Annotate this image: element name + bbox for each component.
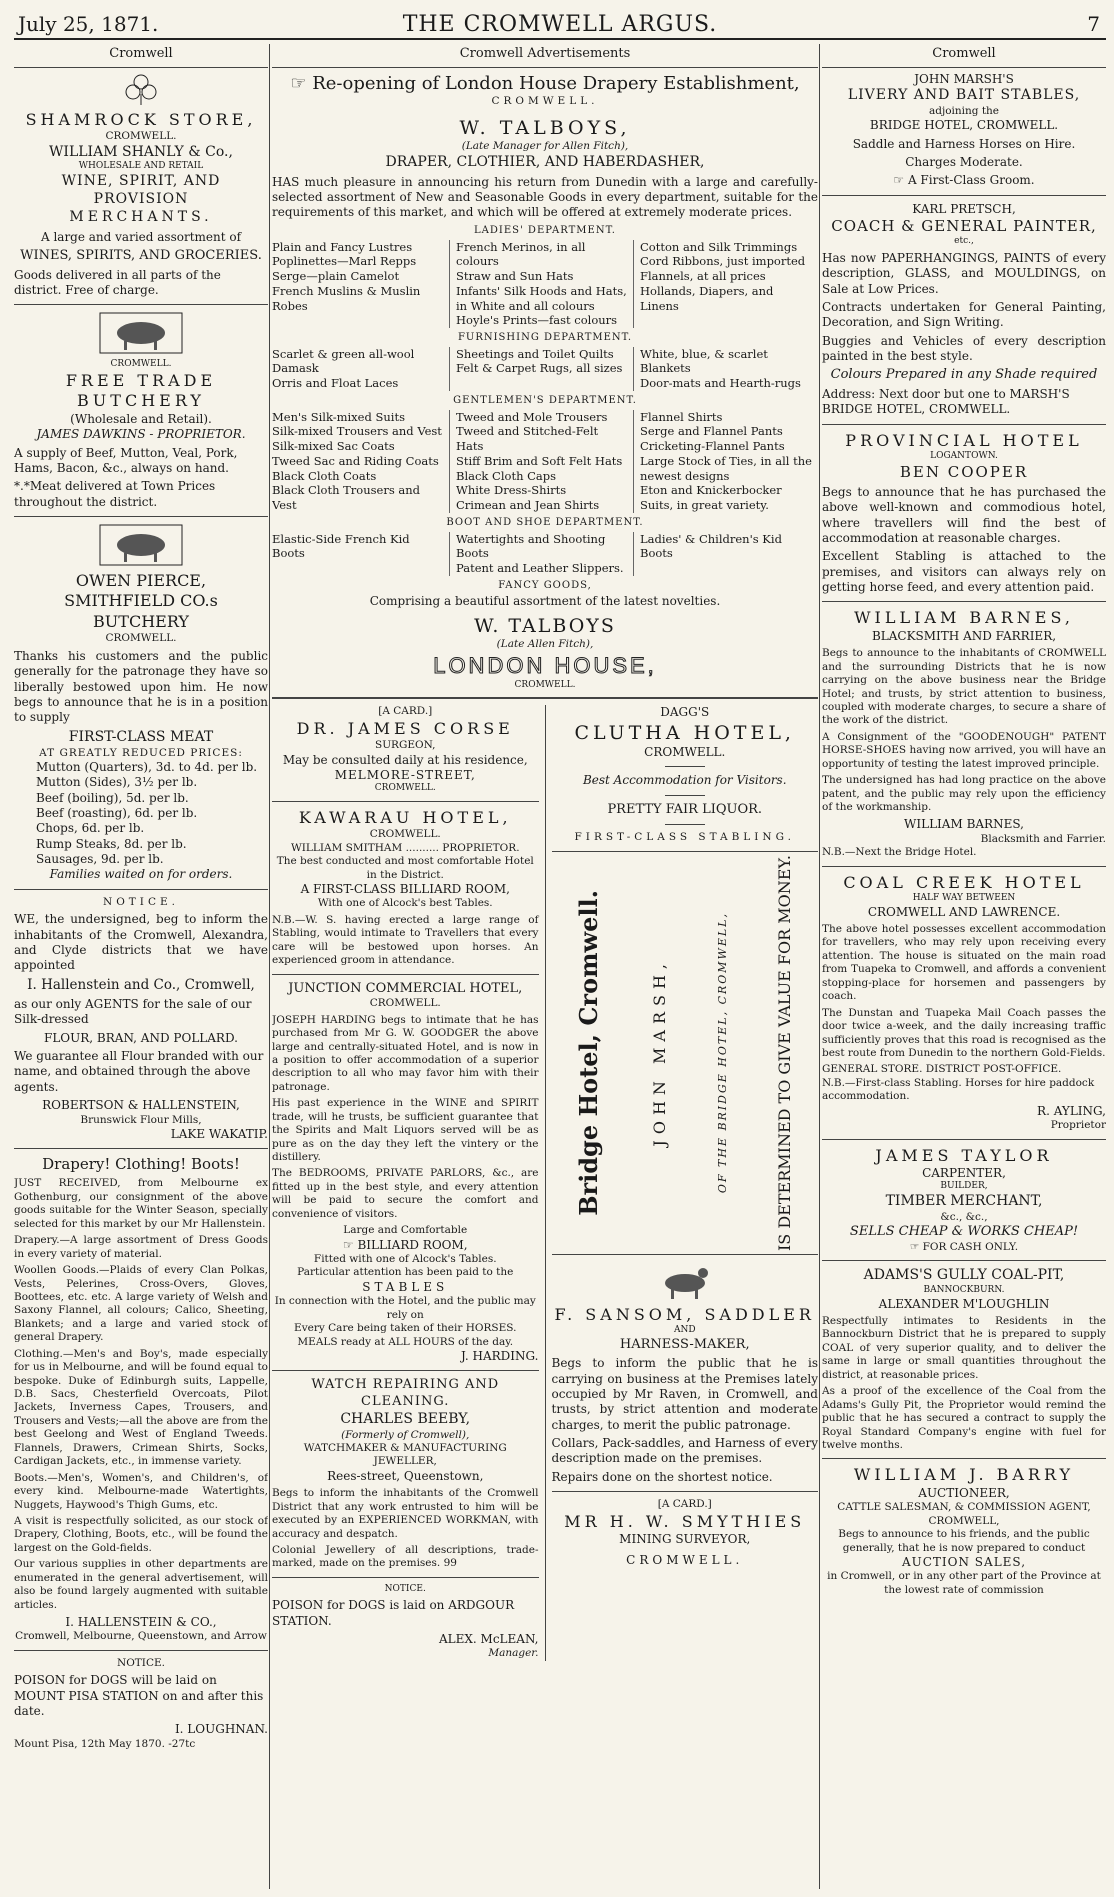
ad-text: &c., &c., xyxy=(940,1210,988,1223)
column-left xyxy=(14,44,268,1889)
ad-signature: I. HALLENSTEIN & CO., xyxy=(65,1615,217,1630)
ad-trade: DRAPER, CLOTHIER, AND HABERDASHER, xyxy=(385,153,705,170)
masthead-date: July 25, 1871. xyxy=(18,12,159,36)
ad-trade: WINE, SPIRIT, AND PROVISION xyxy=(61,172,221,207)
list-item: White Dress-Shirts xyxy=(456,483,567,498)
ad-slogan: SELLS CHEAP & WORKS CHEAP! xyxy=(849,1224,1079,1240)
masthead-page-number: 7 xyxy=(1087,12,1100,36)
saddle-horse-icon xyxy=(655,1261,715,1301)
shamrock-store-ad xyxy=(14,72,268,299)
middle-left-subcolumn xyxy=(272,705,546,1661)
ad-text: Collars, Pack-saddles, and Harness of every description made on the premises. xyxy=(551,1436,818,1466)
blacksmith-ad xyxy=(822,608,1106,859)
department-heading: FANCY GOODS, xyxy=(498,579,592,591)
ad-text: A large and varied assortment of xyxy=(40,229,242,244)
ad-text: The Dunstan and Tuapeka Mail Coach passes the door twice a-week, and the daily increasing traffic sufficiently proves that this road is recognised as the best route from Dunedin to the northern Gold-Fields. xyxy=(822,1006,1106,1059)
list-item: Scarlet & green all-wool Damask xyxy=(272,346,415,376)
ad-subtitle: WHOLESALE AND RETAIL xyxy=(78,161,204,172)
ad-text: Boots.—Men's, Women's, and Children's, of every kind. Melbourne-made Watertights, Nuggets, Haywood's Thigh Gums, etc. xyxy=(14,1471,268,1511)
ad-address: Rees-street, Queenstown, xyxy=(327,1468,484,1483)
list-item: Large Stock of Ties, in all the newest designs xyxy=(640,453,812,483)
ad-text: The undersigned has had long practice on the above patent, and the public may rely upon the efficiency of the workmanship. xyxy=(822,774,1106,814)
ad-text: Saddle and Harness Horses on Hire. xyxy=(852,136,1076,151)
price-item: Mutton (Sides), 3½ per lb. xyxy=(36,775,198,790)
ad-trade: WATCHMAKER & MANUFACTURING JEWELLER, xyxy=(303,1441,507,1468)
ad-text: May be consulted daily at his residence, xyxy=(282,752,528,767)
ad-text: Repairs done on the shortest notice. xyxy=(551,1469,773,1484)
ad-text: HAS much pleasure in announcing his return from Dunedin with a large and carefully-selected assortment of New and Seasonable Goods in every department, suitable for the requirements of this market, and which will be offered at extremely moderate prices. xyxy=(272,174,818,220)
ad-signature: LAKE WAKATIP. xyxy=(170,1126,268,1141)
london-house-logo: LONDON HOUSE, xyxy=(433,652,657,678)
ad-text: Thanks his customers and the public generally for the patronage they have so liberally bestowed upon him. He now begs to announce that he is in a position to supply xyxy=(14,648,268,725)
ad-signature: J. HARDING. xyxy=(460,1349,539,1363)
ad-address: Address: Next door but one to MARSH'S BRIDGE HOTEL, CROMWELL. xyxy=(822,386,1070,417)
auctioneer-ad xyxy=(822,1465,1106,1597)
ad-text: Drapery.—A large assortment of Dress Goods in every variety of material. xyxy=(14,1234,268,1260)
list-item: Flannels, at all prices xyxy=(640,269,766,284)
ad-title: WATCH REPAIRING AND CLEANING. xyxy=(311,1377,500,1409)
department-list xyxy=(272,410,818,513)
ad-trade: HARNESS-MAKER, xyxy=(619,1336,750,1352)
ad-name: OWEN PIERCE, xyxy=(75,570,207,590)
list-item: Tweed and Mole Trousers xyxy=(456,409,608,424)
ad-text: in Cromwell, or in any other part of the Province at the lowest rate of commission xyxy=(827,1570,1101,1596)
list-item: Cricketing-Flannel Pants xyxy=(640,439,785,454)
ad-trade: TIMBER MERCHANT, xyxy=(885,1192,1043,1209)
list-item: Tweed Sac and Riding Coats xyxy=(272,453,439,468)
masthead-title: THE CROMWELL ARGUS. xyxy=(402,12,718,37)
ad-text: GENERAL STORE. DISTRICT POST-OFFICE. xyxy=(822,1063,1062,1076)
ad-title: JUNCTION COMMERCIAL HOTEL, xyxy=(288,980,523,996)
ad-text: *.*Meat delivered at Town Prices throughout the district. xyxy=(14,479,216,509)
ad-name: CHARLES BEEBY, xyxy=(340,1410,471,1427)
ad-trade: BUILDER, xyxy=(940,1181,988,1192)
ad-product: FIRST-CLASS MEAT xyxy=(68,728,214,745)
list-item: Cotton and Silk Trimmings xyxy=(640,239,798,254)
ad-title: SMITHFIELD CO.s BUTCHERY xyxy=(64,591,218,631)
ad-text xyxy=(822,1241,1106,1254)
vertical-title: Bridge Hotel, Cromwell. xyxy=(574,889,604,1216)
ad-text: Excellent Stabling is attached to the premises, and visitors can always rely on getting horse feed, and every attention paid. xyxy=(822,549,1106,595)
list-item: Door-mats and Hearth-rugs xyxy=(640,376,801,391)
list-item: Men's Silk-mixed Suits xyxy=(272,409,405,424)
list-item: Crimean and Jean Shirts xyxy=(456,498,600,512)
list-item: Watertights and Shooting Boots xyxy=(456,531,606,561)
ad-text: FIRST-CLASS STABLING. xyxy=(574,831,795,844)
pointing-hand-icon: ☞ xyxy=(909,1240,923,1253)
ad-subtitle: (Late Manager for Allen Fitch), xyxy=(461,140,629,153)
ad-text-body: FOR CASH ONLY. xyxy=(922,1240,1019,1253)
department-list xyxy=(272,347,818,391)
ad-text: WINES, SPIRITS, AND GROCERIES. xyxy=(20,248,262,264)
card-label: [A CARD.] xyxy=(657,1498,712,1511)
ad-place: CROMWELL. xyxy=(491,94,599,107)
ad-trade: CATTLE SALESMAN, & COMMISSION AGENT, xyxy=(837,1501,1091,1514)
list-item: Tweed and Stitched-Felt Hats xyxy=(456,424,599,454)
department-heading: GENTLEMEN'S DEPARTMENT. xyxy=(453,394,637,406)
ad-signature: Brunswick Flour Mills, xyxy=(80,1113,202,1126)
ad-text: The best conducted and most comfortable Hotel in the District. xyxy=(276,855,534,881)
ad-text: Every Care being taken of their HORSES. xyxy=(294,1322,517,1335)
ad-text: AND xyxy=(673,1325,696,1336)
ad-text: Respectfully intimates to Residents in the Bannockburn District that he is prepared to supply COAL of very superior quality, and to deliver the same in large or small quantities throughout the district, at reasonable prices. xyxy=(822,1315,1106,1381)
ad-title: PROVINCIAL HOTEL xyxy=(845,430,1083,450)
ad-slogan: Colours Prepared in any Shade required xyxy=(830,367,1098,383)
ad-text: Begs to inform the public that he is carrying on business at the Premises lately occupied by Mr Raven, in Cromwell, and trusts, by strict attention and moderate charges, to merit the public patronage. xyxy=(551,1356,818,1432)
free-trade-butchery-ad xyxy=(14,311,268,510)
ad-text: POISON for DOGS is laid on ARDGOUR STATION. xyxy=(272,1598,515,1628)
department-list xyxy=(272,532,818,576)
bridge-hotel-ad xyxy=(552,854,819,1251)
ad-place: BRIDGE HOTEL, CROMWELL. xyxy=(869,118,1059,133)
ad-text: Clothing.—Men's and Boy's, made especially for us in Melbourne, and will be found equal to bespoke. Duke of Edinburgh suits, Lappelle, D.B. Sacs, Chesterfield Overcoats, Pilot Jackets, Inverness Capes, Trousers, and Trousers and Vests;—all the above are from the best Geelong and West of England Tweeds. Flannels, Drawers, Crimean Shirts, Socks, Cardigan Jackets, etc., in immense variety. xyxy=(14,1347,268,1468)
carpenter-ad xyxy=(822,1146,1106,1255)
ad-trade: CARPENTER, xyxy=(922,1165,1006,1180)
ad-text: Charges Moderate. xyxy=(905,155,1023,170)
list-item: French Merinos, in all colours xyxy=(456,239,586,269)
list-item: Felt & Carpet Rugs, all sizes xyxy=(456,361,623,376)
ad-text: JOSEPH HARDING begs to intimate that he has purchased from Mr G. W. GOODGER the above large and centrally-situated Hotel, and is now in a position to offer accommodation of a superior description to all who may favor him with their patronage. xyxy=(272,1013,539,1093)
ad-name: JOHN MARSH'S xyxy=(914,71,1014,86)
list-item: Hollands, Diapers, and Linens xyxy=(640,283,774,313)
list-item: Elastic-Side French Kid Boots xyxy=(272,531,410,561)
ad-trade: BLACKSMITH AND FARRIER, xyxy=(871,628,1057,643)
ad-title: COAL CREEK HOTEL xyxy=(843,872,1085,892)
list-item: Straw and Sun Hats xyxy=(456,269,574,284)
ad-text: We guarantee all Flour branded with our name, and obtained through the above agents. xyxy=(14,1049,264,1094)
ad-text: Begs to inform the inhabitants of the Cromwell District that any work entrusted to him will be executed by an EXPERIENCED WORKMAN, with accuracy and despatch. xyxy=(272,1487,539,1540)
drapery-ad xyxy=(14,1155,268,1644)
ad-firm: I. Hallenstein and Co., Cromwell, xyxy=(27,976,255,993)
column-header: Cromwell xyxy=(822,44,1106,68)
ad-text: Large and Comfortable xyxy=(343,1224,468,1237)
ad-signature: WILLIAM BARNES, xyxy=(904,817,1024,832)
ad-title: F. SANSOM, SADDLER xyxy=(554,1304,815,1324)
pointing-hand-icon: ☞ xyxy=(893,173,908,188)
ad-place: LOGANTOWN. xyxy=(930,451,998,462)
price-list-heading: AT GREATLY REDUCED PRICES: xyxy=(39,746,243,759)
ad-signature: ALEX. McLEAN, xyxy=(438,1632,539,1647)
list-item: Hoyle's Prints—fast colours xyxy=(456,313,618,328)
price-item: Beef (boiling), 5d. per lb. xyxy=(36,790,189,805)
list-item: Black Cloth Trousers and Vest xyxy=(272,483,421,512)
ad-place: CROMWELL, xyxy=(928,1514,1000,1527)
ad-title: JAMES TAYLOR xyxy=(875,1145,1053,1165)
ad-signature: Proprietor xyxy=(1050,1119,1106,1132)
pointing-hand-icon: ☞ xyxy=(342,1237,358,1252)
ad-place: CROMWELL. xyxy=(110,359,172,370)
ad-title: SURGEON, xyxy=(375,739,436,752)
middle-right-subcolumn xyxy=(546,705,819,1661)
price-item: Sausages, 9d. per lb. xyxy=(36,852,164,867)
ad-signature: R. AYLING, xyxy=(1037,1103,1106,1118)
ad-text: The above hotel possesses excellent accommodation for travellers, who may rely upon receiving every attention. The house is situated on the main road from Tuapeka to Cromwell, and affords a convenient stopping-place for horsemen and passengers by coach. xyxy=(822,923,1106,1003)
ad-text: A visit is respectfully solicited, as our stock of Drapery, Clothing, Boots, etc., will be found the largest on the Gold-fields. xyxy=(14,1514,268,1554)
ad-title: ADAMS'S GULLY COAL-PIT, xyxy=(863,1267,1065,1284)
price-item: Mutton (Quarters), 3d. to 4d. per lb. xyxy=(36,759,258,774)
ad-place: CROMWELL AND LAWRENCE. xyxy=(867,904,1061,919)
ad-text xyxy=(822,173,1106,188)
ad-title: CLUTHA HOTEL, xyxy=(574,721,795,744)
list-item: French Muslins & Muslin Robes xyxy=(272,283,421,313)
ad-title-text: Re-opening of London House Drapery Establishment, xyxy=(312,72,800,94)
ad-feature: AUCTION SALES, xyxy=(901,1555,1027,1569)
ad-text: Goods delivered in all parts of the district. Free of charge. xyxy=(14,267,221,298)
list-item: Plain and Fancy Lustres xyxy=(272,239,413,254)
ad-text: A Consignment of the "GOODENOUGH" PATENT HORSE-SHOES having now arrived, you will have an opportunity of testing the latest improved principle. xyxy=(822,730,1106,770)
ad-place: CROMWELL. xyxy=(105,632,177,645)
ad-signature: Manager. xyxy=(488,1647,539,1660)
vertical-slogan: IS DETERMINED TO GIVE VALUE FOR MONEY. xyxy=(774,854,794,1251)
ad-signature: ROBERTSON & HALLENSTEIN, xyxy=(42,1098,240,1113)
ad-number: 99 xyxy=(443,1557,457,1570)
list-item: Black Cloth Caps xyxy=(456,468,557,483)
ad-text: N.B.—First-class Stabling. Horses for hire paddock accommodation. xyxy=(822,1076,1095,1103)
ad-place: CROMWELL. xyxy=(374,783,436,794)
provincial-hotel-ad xyxy=(822,431,1106,596)
ad-text: Has now PAPERHANGINGS, PAINTS of every description, GLASS, and MOULDINGS, on Sale at Low Prices. xyxy=(822,250,1106,296)
poison-notice-ad xyxy=(14,1657,268,1751)
ad-heading: Drapery! Clothing! Boots! xyxy=(42,1155,240,1174)
ad-text: Particular attention has been paid to the xyxy=(297,1266,514,1279)
ad-name: BEN COOPER xyxy=(899,462,1029,481)
price-item: Rump Steaks, 8d. per lb. xyxy=(36,836,187,851)
list-item: Ladies' & Children's Kid Boots xyxy=(640,531,782,561)
ad-feature-text: BILLIARD ROOM, xyxy=(357,1237,468,1252)
shamrock-icon xyxy=(122,72,160,106)
ad-feature: STABLES xyxy=(362,1279,449,1294)
ad-text: PRETTY FAIR LIQUOR. xyxy=(607,801,763,817)
ad-place: CROMWELL. xyxy=(105,130,177,143)
pointing-hand-icon: ☞ xyxy=(290,72,313,94)
ad-footer: Families waited on for orders. xyxy=(49,867,233,882)
ad-text: Comprising a beautiful assortment of the latest novelties. xyxy=(369,594,721,609)
list-item: Patent and Leather Slippers. xyxy=(456,560,624,575)
ad-subtitle: (Late Allen Fitch), xyxy=(496,638,594,651)
ad-date: Mount Pisa, 12th May 1870. -27tc xyxy=(14,1737,196,1750)
ad-text: N.B.—W. S. having erected a large range of Stabling, would intimate to Travellers that every care will be bestowed upon horses. An experienced groom in attendance. xyxy=(272,913,539,967)
list-item: Orris and Float Laces xyxy=(272,376,399,391)
ad-text: adjoining the xyxy=(928,104,1000,117)
ad-text: His past experience in the WINE and SPIRIT trade, will he trusts, be sufficient guarantee that the Spirits and Malt Liquors served will be as pure as on the day they left the vintery or the distillery. xyxy=(272,1097,539,1164)
list-item: Silk-mixed Sac Coats xyxy=(272,439,395,454)
ox-icon xyxy=(98,311,184,355)
ad-place: BANNOCKBURN. xyxy=(923,1285,1005,1296)
list-item: Poplinettes—Marl Repps xyxy=(272,254,417,269)
ad-place: CROMWELL. xyxy=(369,828,441,841)
ad-text: Our various supplies in other departments are enumerated in the general advertisement, will also be found largely augmented with suitable articles. xyxy=(14,1558,268,1611)
ad-heading: NOTICE. xyxy=(384,1583,426,1594)
list-item: Serge and Flannel Pants xyxy=(640,424,783,439)
ad-place: CROMWELL. xyxy=(626,1553,744,1568)
ad-signature: W. TALBOYS xyxy=(474,614,616,637)
list-item: White, blue, & scarlet Blankets xyxy=(640,346,768,376)
ad-heading: NOTICE. xyxy=(103,895,179,908)
ad-signature: Blacksmith and Farrier. xyxy=(980,832,1106,845)
ad-feature xyxy=(272,1238,539,1253)
ad-text: In connection with the Hotel, and the public may rely on xyxy=(274,1295,536,1321)
coach-painter-ad xyxy=(822,202,1106,418)
ad-title: WILLIAM J. BARRY xyxy=(853,1465,1075,1485)
ad-title: MINING SURVEYOR, xyxy=(619,1532,751,1547)
ad-title: SHAMROCK STORE, xyxy=(25,109,257,129)
ad-address: MELMORE-STREET, xyxy=(334,767,476,782)
ad-text: MEALS ready at ALL HOURS of the day. xyxy=(297,1335,514,1348)
ad-place: CROMWELL. xyxy=(644,744,726,759)
ad-subtitle: (Wholesale and Retail). xyxy=(70,411,212,426)
ad-proprietor: JAMES DAWKINS - PROPRIETOR. xyxy=(36,427,246,442)
price-item: Beef (roasting), 6d. per lb. xyxy=(36,806,198,821)
ad-text: Buggies and Vehicles of every description painted in the best style. xyxy=(822,333,1106,363)
ad-product: FLOUR, BRAN, AND POLLARD. xyxy=(44,1030,238,1045)
ad-text: HALF WAY BETWEEN xyxy=(912,893,1016,904)
ad-name: KARL PRETSCH, xyxy=(912,201,1016,216)
ad-title xyxy=(272,72,818,95)
ad-text-body: A First-Class Groom. xyxy=(907,173,1035,188)
middle-subcolumns xyxy=(272,705,818,1661)
ad-text: The BEDROOMS, PRIVATE PARLORS, &c., are fitted up in the best style, and every attention will be paid to secure the comfort and convenience of visitors. xyxy=(272,1167,539,1220)
ad-text: Woollen Goods.—Plaids of every Clan Polkas, Vests, Pelerines, Cross-Overs, Gloves, Boottees, etc. etc. A large variety of Welsh and Saxony Flannel, all colours; Calico, Sheeting, Blankets; and a large and varied stock of general Drapery. xyxy=(14,1264,268,1344)
ad-text: etc., xyxy=(954,236,974,247)
list-item: Stiff Brim and Soft Felt Hats xyxy=(456,453,623,468)
column-header: Cromwell xyxy=(14,44,268,68)
ad-name: MR H. W. SMYTHIES xyxy=(564,1511,806,1531)
ox-icon xyxy=(98,523,184,567)
ad-text: Begs to announce that he has purchased the above well-known and commodious hotel, where travellers will find the best of accommodation at reasonable charges. xyxy=(822,484,1106,545)
london-house-ad xyxy=(272,72,818,692)
ad-text: A supply of Beef, Mutton, Veal, Pork, Hams, Bacon, &c., always on hand. xyxy=(14,445,238,475)
ad-text: as our only AGENTS for the sale of our Silk-dressed xyxy=(14,996,252,1027)
card-label: [A CARD.] xyxy=(378,705,433,718)
owen-pierce-ad xyxy=(14,523,268,883)
ad-place: CROMWELL. xyxy=(369,997,441,1010)
coal-pit-ad xyxy=(822,1267,1106,1452)
ad-name: W. TALBOYS, xyxy=(459,117,631,140)
ad-trade: AUCTIONEER, xyxy=(918,1485,1010,1500)
ad-text-body: Colonial Jewellery of all descriptions, trade-marked, made on the premises. xyxy=(272,1543,539,1570)
list-item: Eton and Knickerbocker Suits, in great variety. xyxy=(640,483,782,512)
ad-name: ALEXANDER M'LOUGHLIN xyxy=(878,1296,1050,1311)
ad-signature: I. LOUGHNAN. xyxy=(174,1722,268,1737)
ad-title: WILLIAM BARNES, xyxy=(854,608,1074,628)
ad-text: Begs to announce to his friends, and the public generally, that he is now prepared to conduct xyxy=(838,1528,1090,1554)
ad-places: Cromwell, Melbourne, Queenstown, and Arrow xyxy=(15,1630,267,1643)
coal-creek-hotel-ad xyxy=(822,873,1106,1133)
vertical-text: OF THE BRIDGE HOTEL, CROMWELL, xyxy=(715,912,729,1194)
ad-text: With one of Alcock's best Tables. xyxy=(317,897,493,910)
masthead xyxy=(14,8,1106,40)
department-heading: LADIES' DEPARTMENT. xyxy=(474,224,616,236)
ad-proprietor: WILLIAM SMITHAM .......... PROPRIETOR. xyxy=(290,841,520,854)
department-heading: FURNISHING DEPARTMENT. xyxy=(457,331,633,343)
department-heading: BOOT AND SHOE DEPARTMENT. xyxy=(446,516,644,528)
ad-text: Begs to announce to the inhabitants of CROMWELL and the surrounding Districts that he is now carrying on the above business near the Bridge Hotel; and trusts, by strict attention to business, coupled with moderate charges, to secure a share of the work of the district. xyxy=(822,647,1106,727)
ad-text: Fitted with one of Alcock's Tables. xyxy=(313,1253,497,1266)
ad-subtitle: (Formerly of Cromwell), xyxy=(341,1428,470,1441)
ad-name: DR. JAMES CORSE xyxy=(296,718,514,738)
ad-place: CROMWELL. xyxy=(514,679,576,690)
list-item: Serge—plain Camelot xyxy=(272,269,400,284)
list-item: Infants' Silk Hoods and Hats, in White and all colours xyxy=(456,283,627,313)
vertical-name: JOHN MARSH, xyxy=(650,958,669,1147)
ad-text: WE, the undersigned, beg to inform the inhabitants of the Cromwell, Alexandra, and Clyde districts that we have appointed xyxy=(14,912,268,973)
column-divider xyxy=(819,44,820,1889)
ad-text: As a proof of the excellence of the Coal from the Adams's Gully Pit, the Proprietor would remind the public that he has secured a contract to supply the Royal Standard Company's engine with fuel for twelve months. xyxy=(822,1385,1106,1451)
list-item: Sheetings and Toilet Quilts xyxy=(456,346,614,361)
ad-title: COACH & GENERAL PAINTER, xyxy=(831,217,1097,236)
ad-title: LIVERY AND BAIT STABLES, xyxy=(847,86,1081,103)
column-right xyxy=(822,44,1106,1889)
column-divider xyxy=(269,44,270,1889)
list-item: Silk-mixed Trousers and Vest xyxy=(272,424,442,439)
price-item: Chops, 6d. per lb. xyxy=(36,821,145,836)
ad-trade: MERCHANTS. xyxy=(69,208,213,225)
ad-title: KAWARAU HOTEL, xyxy=(298,807,512,827)
ad-heading: NOTICE. xyxy=(117,1656,165,1669)
ad-firm: WILLIAM SHANLY & Co., xyxy=(49,143,233,160)
ad-text: Best Accommodation for Visitors. xyxy=(582,773,787,788)
list-item: Black Cloth Coats xyxy=(272,468,377,483)
livery-stables-ad xyxy=(822,72,1106,189)
ad-text xyxy=(272,1544,539,1571)
list-item: Cord Ribbons, just imported xyxy=(640,254,806,269)
ad-heading: DAGG'S xyxy=(660,705,710,720)
column-header: Cromwell Advertisements xyxy=(272,44,818,68)
ad-text: N.B.—Next the Bridge Hotel. xyxy=(822,846,977,859)
ad-title: FREE TRADE BUTCHERY xyxy=(65,370,217,411)
column-middle xyxy=(272,44,818,1889)
department-list xyxy=(272,240,818,328)
ad-text: Contracts undertaken for General Painting, Decoration, and Sign Writing. xyxy=(822,299,1106,330)
ad-text: POISON for DOGS will be laid on MOUNT PISA STATION on and after this date. xyxy=(14,1673,264,1718)
ad-text: JUST RECEIVED, from Melbourne ex Gothenburg, our consignment of the above goods suitable for the Winter Season, specially selected for this market by our Mr Hallenstein. xyxy=(14,1177,268,1230)
flour-notice-ad xyxy=(14,896,268,1142)
list-item: Flannel Shirts xyxy=(640,409,723,424)
ad-feature: A FIRST-CLASS BILLIARD ROOM, xyxy=(300,882,510,897)
